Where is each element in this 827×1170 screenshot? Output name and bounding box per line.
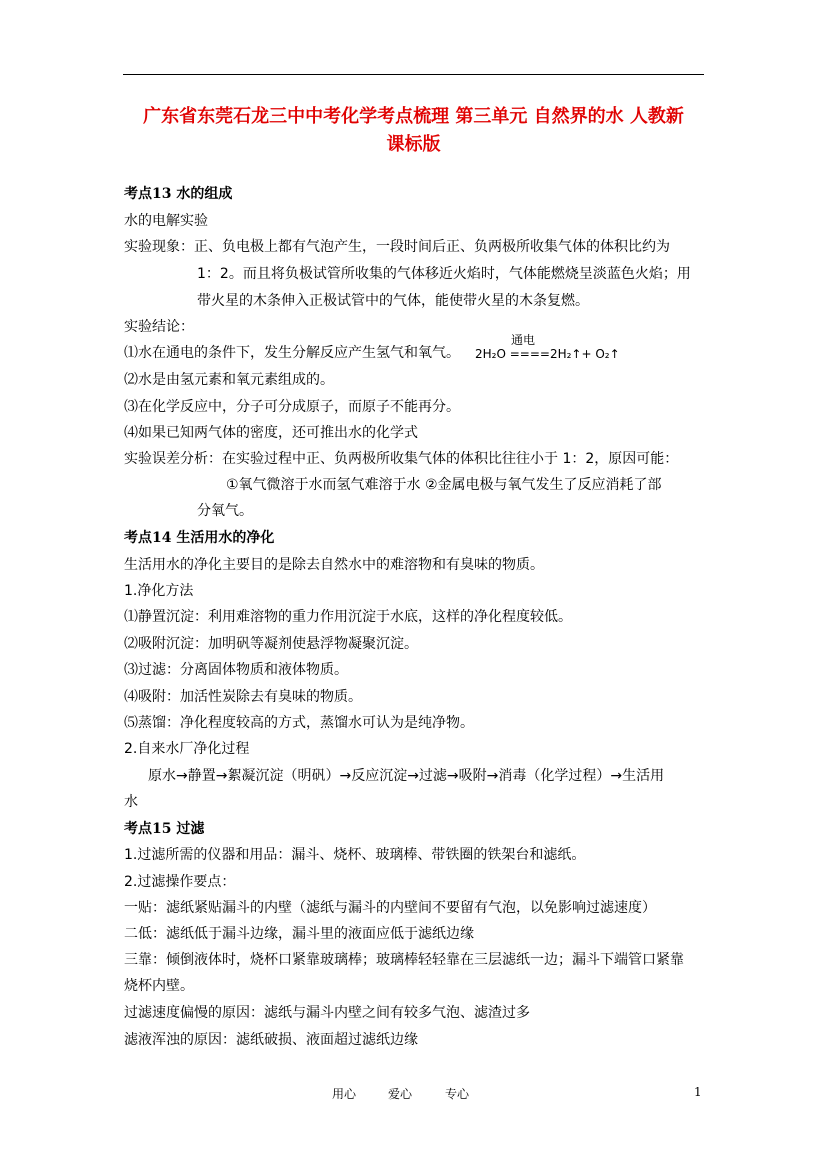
s13-line-1: 水的电解实验 — [124, 213, 208, 229]
s13-line-10: 实验误差分析：在实验过程中正、负两极所收集气体的体积比往往小于 1：2，原因可能： — [124, 451, 679, 467]
s15-line-1: 1.过滤所需的仪器和用品：漏斗、烧杯、玻璃棒、带铁圈的铁架台和滤纸。 — [124, 847, 586, 863]
equation-condition: 通电 — [511, 333, 536, 347]
s14-line-4: ⑵吸附沉淀：加明矾等凝剂使悬浮物凝聚沉淀。 — [124, 636, 418, 652]
s15-line-3: 一贴：滤纸紧贴漏斗的内壁（滤纸与漏斗的内壁间不要留有气泡，以免影响过滤速度） — [124, 900, 656, 916]
s13-line-7: ⑵水是由氢元素和氧元素组成的。 — [124, 372, 334, 388]
s14-line-9: 原水→静置→絮凝沉淀（明矾）→反应沉淀→过滤→吸附→消毒（化学过程）→生活用 — [148, 768, 665, 784]
footer-text-3: 专心 — [445, 1087, 470, 1101]
footer-text-1: 用心 — [332, 1087, 357, 1101]
s15-line-7: 过滤速度偏慢的原因：滤纸与漏斗内壁之间有较多气泡、滤渣过多 — [124, 1005, 530, 1021]
equation: 2H₂O ====2H₂↑+ O₂↑ — [475, 347, 620, 361]
s14-line-8: 2.自来水厂净化过程 — [124, 741, 250, 757]
s13-line-9: ⑷如果已知两气体的密度，还可推出水的化学式 — [124, 425, 418, 441]
s14-line-1: 生活用水的净化主要目的是除去自然水中的难溶物和有臭味的物质。 — [124, 557, 544, 573]
s13-line-4: 带火星的木条伸入正极试管中的气体，能使带火星的木条复燃。 — [197, 293, 589, 309]
s14-line-5: ⑶过滤：分离固体物质和液体物质。 — [124, 662, 348, 678]
s13-line-2: 实验现象：正、负电极上都有气泡产生，一段时间后正、负两极所收集气体的体积比约为 — [124, 239, 670, 255]
s13-line-6: ⑴水在通电的条件下，发生分解反应产生氢气和氧气。 — [124, 345, 460, 361]
footer-text-2: 爱心 — [388, 1087, 413, 1101]
s15-line-4: 二低：滤纸低于漏斗边缘，漏斗里的液面应低于滤纸边缘 — [124, 926, 474, 942]
s13-line-5: 实验结论： — [124, 319, 194, 335]
s14-line-3: ⑴静置沉淀：利用难溶物的重力作用沉淀于水底，这样的净化程度较低。 — [124, 609, 572, 625]
s15-line-8: 滤液浑浊的原因：滤纸破损、液面超过滤纸边缘 — [124, 1032, 418, 1048]
s15-line-5: 三靠：倾倒液体时，烧杯口紧靠玻璃棒；玻璃棒轻轻靠在三层滤纸一边；漏斗下端管口紧靠 — [124, 952, 684, 968]
section-14-heading: 考点14 生活用水的净化 — [124, 530, 275, 546]
s14-line-6: ⑷吸附：加活性炭除去有臭味的物质。 — [124, 689, 362, 705]
section-13-heading: 考点13 水的组成 — [124, 186, 233, 202]
title-line-1: 广东省东莞石龙三中中考化学考点梳理 第三单元 自然界的水 人教新 — [143, 106, 684, 127]
document-title — [118, 103, 709, 159]
section-15-heading: 考点15 过滤 — [124, 821, 205, 837]
s13-line-11: ①氧气微溶于水而氢气难溶于水 ②金属电极与氧气发生了反应消耗了部 — [226, 477, 662, 493]
s15-line-6: 烧杯内壁。 — [124, 978, 194, 994]
s13-line-8: ⑶在化学反应中，分子可分成原子，而原子不能再分。 — [124, 399, 460, 415]
s14-line-10: 水 — [124, 794, 138, 810]
s15-line-2: 2.过滤操作要点： — [124, 874, 236, 890]
header-rule — [123, 74, 704, 75]
s14-line-2: 1.净化方法 — [124, 583, 194, 599]
s14-line-7: ⑸蒸馏：净化程度较高的方式，蒸馏水可认为是纯净物。 — [124, 715, 474, 731]
title-line-2: 课标版 — [386, 134, 441, 155]
s13-line-12: 分氧气。 — [197, 503, 253, 519]
page-number: 1 — [694, 1085, 702, 1099]
s13-line-3: 1：2。而且将负极试管所收集的气体移近火焰时，气体能燃烧呈淡蓝色火焰；用 — [197, 266, 691, 282]
